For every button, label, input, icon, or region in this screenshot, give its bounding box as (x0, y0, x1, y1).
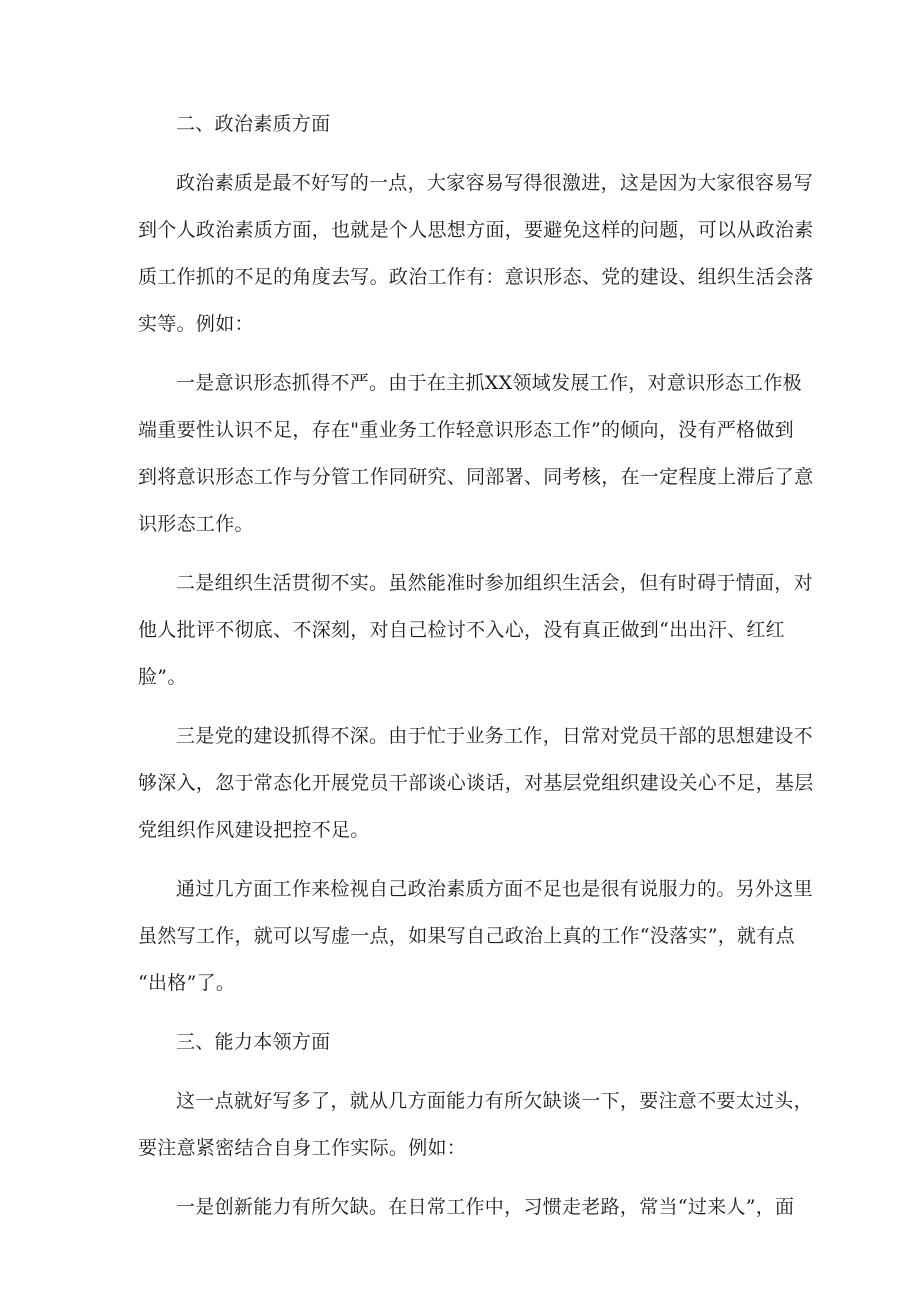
paragraph-political-intro (138, 171, 814, 337)
text-line: 到将意识形态工作与分管工作同研究、同部署、同考核，在一定程度上滞后了意 (138, 466, 814, 488)
paragraph-ideology (138, 371, 814, 537)
text-line: 识形态工作。 (138, 513, 254, 535)
text-line: 到个人政治素质方面，也就是个人思想方面，要避免这样的问题，可以从政治素 (138, 219, 814, 241)
text-line: 一是创新能力有所欠缺。在日常工作中，习惯走老路，常当“过来人”，面 (176, 1196, 795, 1218)
text-line: 三是党的建设抓得不深。由于忙于业务工作，日常对党员干部的思想建设不 (176, 725, 813, 747)
text-line: 他人批评不彻底、不深刻，对自己检讨不入心，没有真正做到“出出汗、红红 (138, 619, 785, 641)
text-line: 通过几方面工作来检视自己政治素质方面不足也是很有说服力的。另外这里 (176, 878, 813, 900)
text-line: 党组织作风建设把控不足。 (138, 819, 370, 841)
paragraph-ability-intro (138, 1089, 813, 1161)
text-line: 这一点就好写多了，就从几方面能力有所欠缺谈一下，要注意不要太过头， (176, 1090, 813, 1112)
text-line: 质工作抓的不足的角度去写。政治工作有：意识形态、党的建设、组织生活会落 (138, 266, 814, 288)
paragraph-summary (138, 877, 813, 996)
text-line: 二是组织生活贯彻不实。虽然能准时参加组织生活会，但有时碍于情面，对 (176, 572, 813, 594)
paragraph-party-building (138, 724, 814, 843)
section-heading-ability: 三、能力本领方面 (176, 1031, 331, 1053)
text-line: 要注意紧密结合自身工作实际。例如： (138, 1137, 467, 1159)
text-line: 端重要性认识不足，存在"重业务工作轻意识形态工作”的倾向，没有严格做到 (138, 419, 794, 441)
paragraph-innovation (138, 1195, 798, 1220)
section-heading-political: 二、政治素质方面 (176, 113, 331, 135)
text-line: 虽然写工作，就可以写虚一点，如果写自己政治上真的工作“没落实”，就有点 (138, 925, 795, 947)
text-line: 政治素质是最不好写的一点，大家容易写得很激进，这是因为大家很容易写 (176, 172, 813, 194)
text-line: 一是意识形态抓得不严。由于在主抓XX领域发展工作，对意识形态工作极 (176, 372, 802, 394)
document-body (138, 112, 814, 1220)
text-line: 脸”。 (138, 666, 187, 688)
text-line: 实等。例如： (138, 313, 254, 335)
text-line: “出格”了。 (138, 972, 236, 994)
paragraph-organization-life (138, 571, 813, 690)
text-line: 够深入，忽于常态化开展党员干部谈心谈话，对基层党组织建设关心不足，基层 (138, 772, 814, 794)
